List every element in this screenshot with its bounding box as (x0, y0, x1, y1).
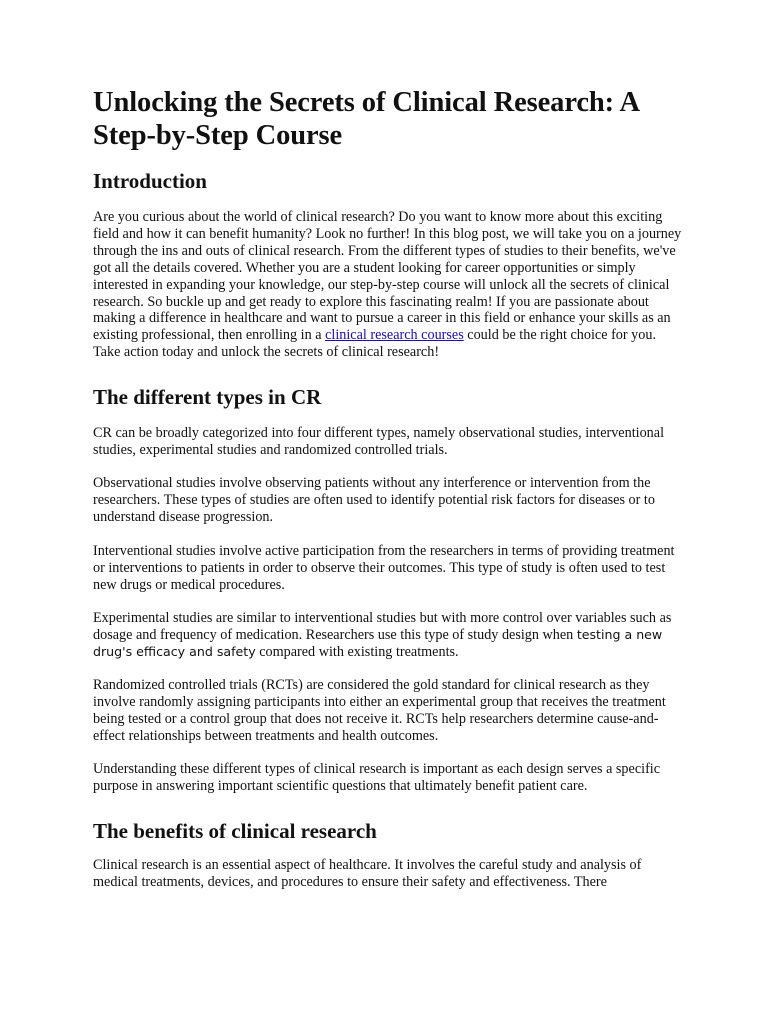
types-paragraph-3: Interventional studies involve active participation from the researchers in terms of providing treatment or interventions to patients in order to observe their outcomes. This type of study is often used to test new drugs or medical procedures. (93, 542, 675, 593)
types-paragraph-6: Understanding these different types of clinical research is important as each design serves a specific purpose in answering important scientific questions that ultimately benefit patient care. (93, 761, 661, 795)
benefits-paragraph-1: Clinical research is an essential aspect of healthcare. It involves the careful study and analysis of medical treatments, devices, and procedures to ensure their safety and effectiveness. There (93, 857, 642, 890)
types-p4-alt-font-run: testing a new drug's efficacy and safety (93, 626, 663, 659)
types-paragraph-5: Randomized controlled trials (RCTs) are considered the gold standard for clinical research as they involve randomly assigning participants into either an experimental group that receives the treatment being tested or a control group that does not receive it. RCTs help researchers determine cause-and-effect relationships between treatments and health outcomes. (93, 677, 666, 744)
intro-text-before-link: Are you curious about the world of clinical research? Do you want to know more about this exciting field and how it can benefit humanity? Look no further! In this blog post, we will take you on a journey through the ins and outs of clinical research. From the different types of studies to their benefits, we've got all the details covered. Whether you are a student looking for career opportunities or simply interested in expanding your knowledge, our step-by-step course will unlock all the secrets of clinical research. So buckle up and get ready to explore this fascinating realm! If you are passionate about making a difference in healthcare and want to pursue a career in this field or enhance your skills as an existing professional, then enrolling in a (93, 209, 682, 344)
types-paragraph-2: Observational studies involve observing patients without any interference or intervention from the researchers. These types of studies are often used to identify potential risk factors for diseases or to understand disease progression. (93, 475, 655, 526)
types-p4-start: Experimental studies are similar to interventional studies but with more control over variables such as dosage and frequency of medication. Researchers use this type of study design when (93, 609, 672, 643)
types-paragraph-4 (93, 610, 684, 661)
section-heading-introduction: Introduction (93, 169, 207, 193)
types-p4-end: compared with existing treatments. (255, 643, 459, 660)
intro-text-after-link: could be the right choice for you. Take action today and unlock the secrets of clinical research! (93, 327, 656, 361)
page-title: Unlocking the Secrets of Clinical Research: A Step-by-Step Course (93, 87, 639, 151)
intro-paragraph (93, 209, 684, 361)
clinical-research-courses-link[interactable]: clinical research courses (325, 327, 464, 344)
section-heading-types: The different types in CR (93, 385, 322, 410)
types-paragraph-1: CR can be broadly categorized into four different types, namely observational studies, interventional studies, experimental studies and randomized controlled trials. (93, 425, 665, 459)
section-heading-benefits: The benefits of clinical research (93, 819, 377, 844)
